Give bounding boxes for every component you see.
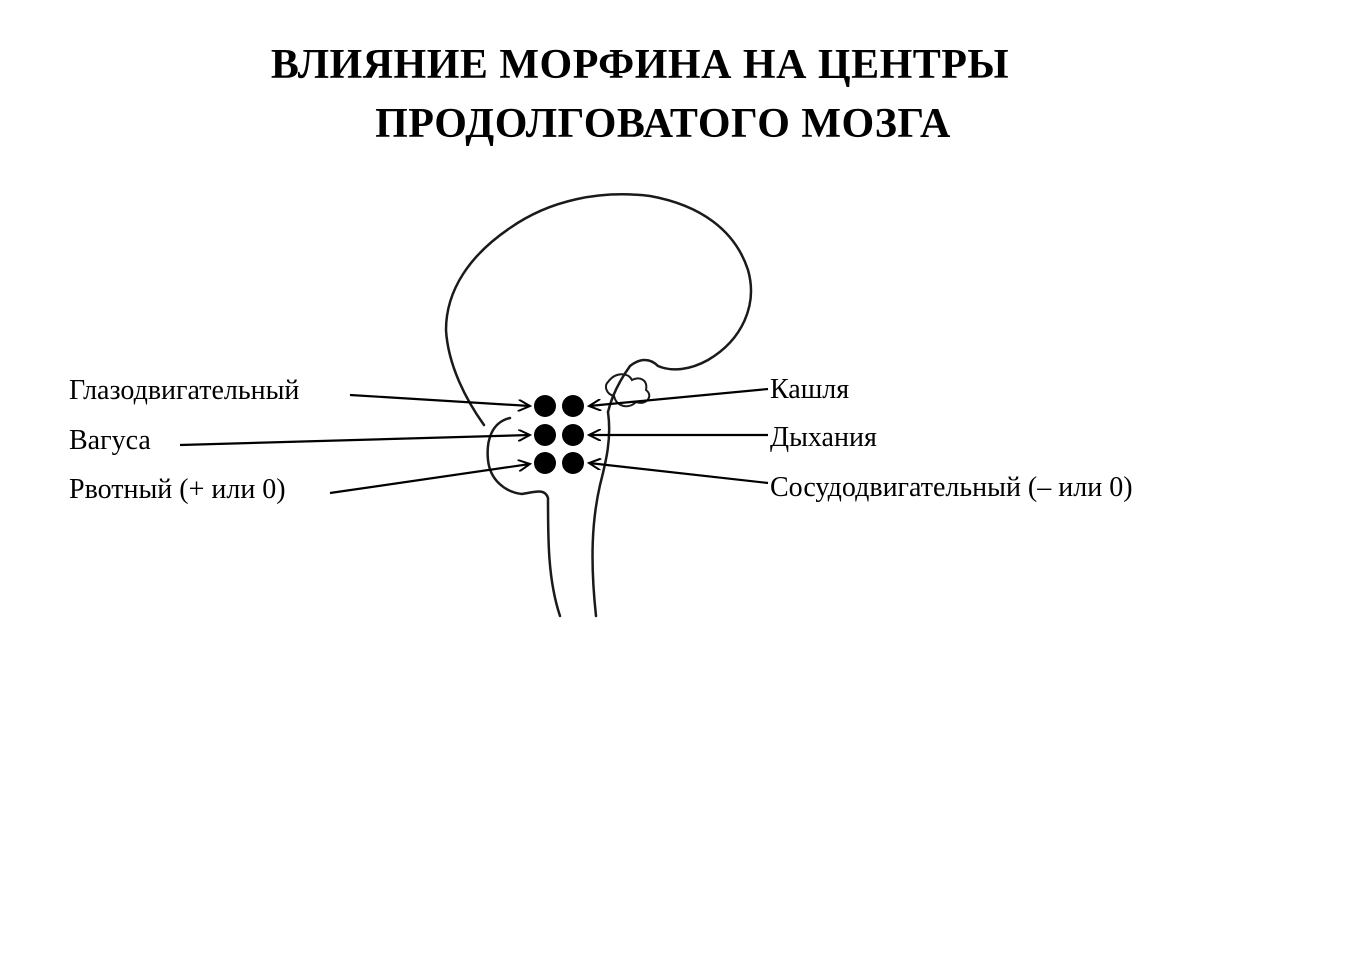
center-dot-respiratory — [562, 424, 584, 446]
arrow-vagus — [180, 435, 530, 445]
title-line-1: ВЛИЯНИЕ МОРФИНА НА ЦЕНТРЫ — [270, 42, 1010, 88]
arrow-emetic — [330, 464, 530, 493]
brainstem-right-contour — [593, 412, 610, 616]
center-dot-emetic — [534, 452, 556, 474]
medulla-left-contour — [488, 418, 560, 616]
label-vasomotor: Сосудодвигательный (– или 0) — [770, 472, 1133, 503]
label-oculomotor: Глазодвигательный — [69, 375, 300, 406]
brain-outline — [446, 194, 751, 425]
label-emetic: Рвотный (+ или 0) — [69, 474, 286, 505]
center-dot-vasomotor — [562, 452, 584, 474]
title-line-2: ПРОДОЛГОВАТОГО МОЗГА — [375, 101, 951, 147]
center-dot-vagus — [534, 424, 556, 446]
arrow-vasomotor — [589, 463, 768, 483]
center-dot-oculomotor — [534, 395, 556, 417]
center-dot-cough — [562, 395, 584, 417]
label-vagus: Вагуса — [69, 425, 151, 456]
arrow-oculomotor — [350, 395, 530, 406]
label-cough: Кашля — [770, 374, 850, 405]
label-respiratory: Дыхания — [770, 422, 877, 453]
